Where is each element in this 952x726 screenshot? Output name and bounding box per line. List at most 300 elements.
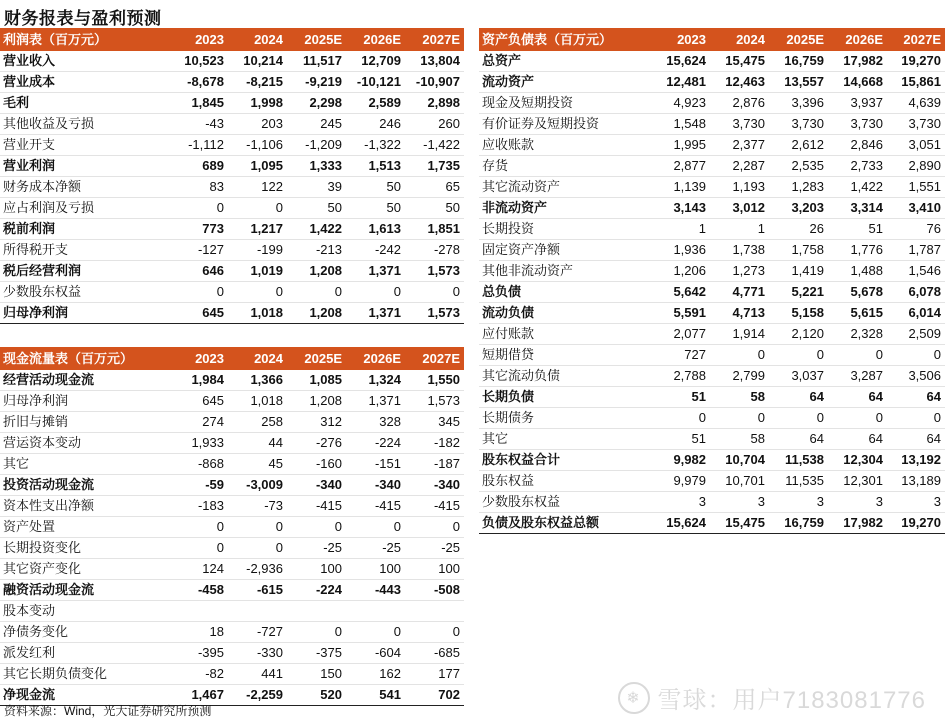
row-label: 融资活动现金流 (0, 580, 155, 601)
value-cell: -25 (287, 538, 346, 559)
value-cell: 1,085 (287, 370, 346, 391)
value-cell: 5,158 (769, 303, 828, 324)
table-title-cell: 利润表（百万元） (0, 28, 155, 51)
value-cell: 1,139 (637, 177, 710, 198)
value-cell: -395 (155, 643, 228, 664)
row-label: 固定资产净额 (479, 240, 637, 261)
value-cell: 1,208 (287, 303, 346, 324)
table-row (479, 72, 945, 93)
value-cell: 1,422 (287, 219, 346, 240)
value-cell: 51 (637, 429, 710, 450)
table-row (0, 114, 464, 135)
table-row (479, 219, 945, 240)
value-cell: 2,788 (637, 366, 710, 387)
value-cell: 245 (287, 114, 346, 135)
value-cell: 2,890 (887, 156, 945, 177)
value-cell: 2,077 (637, 324, 710, 345)
value-cell: 1,208 (287, 391, 346, 412)
value-cell: 0 (637, 408, 710, 429)
value-cell: 1,851 (405, 219, 464, 240)
value-cell: 6,014 (887, 303, 945, 324)
value-cell: -727 (228, 622, 287, 643)
value-cell: -3,009 (228, 475, 287, 496)
value-cell: 0 (769, 345, 828, 366)
value-cell: 3,730 (769, 114, 828, 135)
value-cell: -415 (287, 496, 346, 517)
value-cell: 3 (887, 492, 945, 513)
value-cell: 12,301 (828, 471, 887, 492)
table-row (0, 559, 464, 580)
year-header-cell: 2024 (228, 347, 287, 370)
table-row (479, 156, 945, 177)
row-label: 股本变动 (0, 601, 155, 622)
value-cell: 1,758 (769, 240, 828, 261)
table-row (479, 177, 945, 198)
year-header-cell: 2023 (155, 347, 228, 370)
year-header-cell: 2026E (346, 347, 405, 370)
value-cell: 312 (287, 412, 346, 433)
year-header-cell: 2027E (405, 347, 464, 370)
value-cell: -25 (405, 538, 464, 559)
row-label: 营业利润 (0, 156, 155, 177)
value-cell: 2,733 (828, 156, 887, 177)
value-cell: -1,422 (405, 135, 464, 156)
value-cell: 15,624 (637, 513, 710, 534)
table-row (479, 429, 945, 450)
value-cell: 10,701 (710, 471, 769, 492)
value-cell: -2,259 (228, 685, 287, 706)
value-cell: 1,995 (637, 135, 710, 156)
value-cell: 541 (346, 685, 405, 706)
value-cell: -73 (228, 496, 287, 517)
value-cell: 520 (287, 685, 346, 706)
value-cell: -10,121 (346, 72, 405, 93)
row-label: 长期投资 (479, 219, 637, 240)
value-cell: 646 (155, 261, 228, 282)
value-cell: 0 (405, 517, 464, 538)
table-title-cell: 资产负债表（百万元） (479, 28, 637, 51)
value-cell: 1,333 (287, 156, 346, 177)
table-header (0, 28, 464, 51)
table-row (0, 580, 464, 601)
year-header-cell: 2027E (887, 28, 945, 51)
value-cell: -1,322 (346, 135, 405, 156)
value-cell: 17,982 (828, 513, 887, 534)
value-cell: 0 (710, 345, 769, 366)
value-cell: 0 (155, 282, 228, 303)
value-cell: 6,078 (887, 282, 945, 303)
value-cell: 1,573 (405, 261, 464, 282)
row-label: 净债务变化 (0, 622, 155, 643)
value-cell: 64 (828, 387, 887, 408)
value-cell: 10,704 (710, 450, 769, 471)
table-row (479, 135, 945, 156)
table-row (479, 114, 945, 135)
value-cell: 50 (405, 198, 464, 219)
value-cell: 15,475 (710, 51, 769, 72)
row-label: 应收账款 (479, 135, 637, 156)
value-cell: -9,219 (287, 72, 346, 93)
value-cell: 11,535 (769, 471, 828, 492)
value-cell: 0 (287, 517, 346, 538)
row-label: 现金及短期投资 (479, 93, 637, 114)
source-note: 资料来源：Wind，光大证券研究所预测 (4, 704, 212, 718)
value-cell: 10,523 (155, 51, 228, 72)
balance-sheet-table (479, 28, 945, 534)
value-cell (155, 601, 228, 622)
value-cell: 51 (828, 219, 887, 240)
table-row (0, 370, 464, 391)
table-row (0, 219, 464, 240)
value-cell: 0 (346, 517, 405, 538)
value-cell: 3,937 (828, 93, 887, 114)
row-label: 流动资产 (479, 72, 637, 93)
value-cell: 1,936 (637, 240, 710, 261)
value-cell: 0 (828, 408, 887, 429)
value-cell: 3,203 (769, 198, 828, 219)
value-cell: -1,106 (228, 135, 287, 156)
value-cell: 1,371 (346, 303, 405, 324)
value-cell: 1,488 (828, 261, 887, 282)
value-cell: 1,513 (346, 156, 405, 177)
value-cell: 16,759 (769, 513, 828, 534)
year-header-cell: 2026E (346, 28, 405, 51)
table-row (0, 198, 464, 219)
row-label: 营业开支 (0, 135, 155, 156)
row-label: 财务成本净额 (0, 177, 155, 198)
value-cell: 4,771 (710, 282, 769, 303)
value-cell: 1,984 (155, 370, 228, 391)
row-label: 其它长期负债变化 (0, 664, 155, 685)
value-cell: 58 (710, 429, 769, 450)
value-cell: -615 (228, 580, 287, 601)
year-header-cell: 2027E (405, 28, 464, 51)
table-row (0, 282, 464, 303)
table-row (0, 93, 464, 114)
value-cell: 1,787 (887, 240, 945, 261)
year-header-cell: 2023 (637, 28, 710, 51)
value-cell: 15,475 (710, 513, 769, 534)
table-row (0, 412, 464, 433)
value-cell: 12,481 (637, 72, 710, 93)
cash-flow-table (0, 347, 464, 706)
value-cell: 328 (346, 412, 405, 433)
value-cell: 9,982 (637, 450, 710, 471)
value-cell: 13,804 (405, 51, 464, 72)
value-cell: 3,730 (887, 114, 945, 135)
table-row (0, 601, 464, 622)
snowball-logo-icon: ❄ (618, 682, 650, 714)
row-label: 投资活动现金流 (0, 475, 155, 496)
table-row (479, 198, 945, 219)
value-cell: 13,557 (769, 72, 828, 93)
value-cell: -2,936 (228, 559, 287, 580)
value-cell: 3,314 (828, 198, 887, 219)
table-title-cell: 现金流量表（百万元） (0, 347, 155, 370)
value-cell: 1,914 (710, 324, 769, 345)
value-cell (346, 601, 405, 622)
value-cell: 2,589 (346, 93, 405, 114)
value-cell: -375 (287, 643, 346, 664)
table-row (479, 282, 945, 303)
table-row (0, 177, 464, 198)
value-cell: 3 (710, 492, 769, 513)
value-cell: 246 (346, 114, 405, 135)
row-label: 少数股东权益 (479, 492, 637, 513)
value-cell: 0 (155, 517, 228, 538)
table-row (0, 538, 464, 559)
value-cell: -278 (405, 240, 464, 261)
row-label: 应付账款 (479, 324, 637, 345)
table-row (479, 492, 945, 513)
value-cell: -127 (155, 240, 228, 261)
value-cell: 26 (769, 219, 828, 240)
row-label: 派发红利 (0, 643, 155, 664)
value-cell: 260 (405, 114, 464, 135)
value-cell: 0 (346, 282, 405, 303)
value-cell: 12,463 (710, 72, 769, 93)
value-cell: 1,613 (346, 219, 405, 240)
table-row (479, 93, 945, 114)
value-cell: 19,270 (887, 513, 945, 534)
value-cell: -868 (155, 454, 228, 475)
value-cell: 1,371 (346, 391, 405, 412)
value-cell: -508 (405, 580, 464, 601)
year-header-cell: 2026E (828, 28, 887, 51)
value-cell: 0 (828, 345, 887, 366)
year-header-cell: 2023 (155, 28, 228, 51)
value-cell: 1,546 (887, 261, 945, 282)
value-cell: 1,324 (346, 370, 405, 391)
value-cell (228, 601, 287, 622)
row-label: 净现金流 (0, 685, 155, 706)
value-cell: -242 (346, 240, 405, 261)
value-cell: 16,759 (769, 51, 828, 72)
value-cell: -415 (405, 496, 464, 517)
row-label: 其它 (479, 429, 637, 450)
table-row (479, 513, 945, 534)
value-cell: 3,410 (887, 198, 945, 219)
value-cell: 65 (405, 177, 464, 198)
value-cell: 10,214 (228, 51, 287, 72)
value-cell: 0 (155, 538, 228, 559)
value-cell: 1,206 (637, 261, 710, 282)
value-cell: -187 (405, 454, 464, 475)
value-cell: 1,998 (228, 93, 287, 114)
value-cell: 124 (155, 559, 228, 580)
year-header-cell: 2025E (287, 28, 346, 51)
value-cell: 76 (887, 219, 945, 240)
value-cell: -458 (155, 580, 228, 601)
row-label: 少数股东权益 (0, 282, 155, 303)
value-cell: 50 (287, 198, 346, 219)
value-cell: 0 (769, 408, 828, 429)
value-cell: 50 (346, 177, 405, 198)
value-cell: 4,639 (887, 93, 945, 114)
value-cell: 5,678 (828, 282, 887, 303)
row-label: 经营活动现金流 (0, 370, 155, 391)
row-label: 营业成本 (0, 72, 155, 93)
table-row (479, 471, 945, 492)
value-cell: 274 (155, 412, 228, 433)
value-cell: 18 (155, 622, 228, 643)
value-cell: 258 (228, 412, 287, 433)
value-cell: 100 (346, 559, 405, 580)
value-cell: 1,550 (405, 370, 464, 391)
table-row (479, 450, 945, 471)
value-cell: 1 (710, 219, 769, 240)
value-cell: 4,923 (637, 93, 710, 114)
value-cell: 58 (710, 387, 769, 408)
value-cell: 39 (287, 177, 346, 198)
value-cell: 51 (637, 387, 710, 408)
value-cell: -8,215 (228, 72, 287, 93)
value-cell (287, 601, 346, 622)
table-row (479, 324, 945, 345)
row-label: 其它流动资产 (479, 177, 637, 198)
value-cell: 2,298 (287, 93, 346, 114)
year-header-cell: 2025E (769, 28, 828, 51)
row-label: 短期借贷 (479, 345, 637, 366)
value-cell: 689 (155, 156, 228, 177)
value-cell: 1,467 (155, 685, 228, 706)
value-cell: 773 (155, 219, 228, 240)
table-row (0, 51, 464, 72)
row-label: 股东权益合计 (479, 450, 637, 471)
value-cell: -213 (287, 240, 346, 261)
row-label: 股东权益 (479, 471, 637, 492)
value-cell: 1,193 (710, 177, 769, 198)
value-cell: 1,548 (637, 114, 710, 135)
value-cell: 1,738 (710, 240, 769, 261)
value-cell: 3,287 (828, 366, 887, 387)
value-cell: 3,051 (887, 135, 945, 156)
value-cell: 5,591 (637, 303, 710, 324)
value-cell: -276 (287, 433, 346, 454)
row-label: 总资产 (479, 51, 637, 72)
value-cell: -183 (155, 496, 228, 517)
watermark (618, 680, 926, 715)
value-cell: 1,018 (228, 391, 287, 412)
income-statement-table (0, 28, 464, 324)
value-cell: 345 (405, 412, 464, 433)
value-cell: 5,615 (828, 303, 887, 324)
value-cell: 12,304 (828, 450, 887, 471)
value-cell: 15,861 (887, 72, 945, 93)
value-cell: 727 (637, 345, 710, 366)
value-cell: 83 (155, 177, 228, 198)
table-row (0, 496, 464, 517)
value-cell: -604 (346, 643, 405, 664)
value-cell: 64 (828, 429, 887, 450)
value-cell: 2,377 (710, 135, 769, 156)
value-cell: 3,012 (710, 198, 769, 219)
table-row (0, 135, 464, 156)
table-row (0, 433, 464, 454)
row-label: 负债及股东权益总额 (479, 513, 637, 534)
value-cell: -340 (287, 475, 346, 496)
row-label: 资产处置 (0, 517, 155, 538)
table-row (479, 408, 945, 429)
value-cell: 64 (887, 429, 945, 450)
row-label: 归母净利润 (0, 303, 155, 324)
value-cell: 1,573 (405, 303, 464, 324)
value-cell: 3 (637, 492, 710, 513)
row-label: 长期负债 (479, 387, 637, 408)
value-cell: 3,506 (887, 366, 945, 387)
table-row (479, 387, 945, 408)
value-cell: 0 (228, 198, 287, 219)
value-cell: 2,799 (710, 366, 769, 387)
value-cell: 11,517 (287, 51, 346, 72)
row-label: 长期债务 (479, 408, 637, 429)
value-cell: 3,396 (769, 93, 828, 114)
row-label: 其它 (0, 454, 155, 475)
value-cell: 1,422 (828, 177, 887, 198)
value-cell: 1,019 (228, 261, 287, 282)
value-cell: -340 (346, 475, 405, 496)
row-label: 归母净利润 (0, 391, 155, 412)
table-header (0, 347, 464, 370)
table-row (479, 261, 945, 282)
value-cell: 441 (228, 664, 287, 685)
value-cell: 13,189 (887, 471, 945, 492)
value-cell: 3,143 (637, 198, 710, 219)
row-label: 其它流动负债 (479, 366, 637, 387)
value-cell: -8,678 (155, 72, 228, 93)
row-label: 有价证券及短期投资 (479, 114, 637, 135)
row-label: 毛利 (0, 93, 155, 114)
value-cell: 0 (155, 198, 228, 219)
value-cell: 45 (228, 454, 287, 475)
table-row (0, 664, 464, 685)
year-header-cell: 2024 (710, 28, 769, 51)
value-cell: 1,208 (287, 261, 346, 282)
value-cell: -224 (287, 580, 346, 601)
value-cell: 203 (228, 114, 287, 135)
value-cell: 1,776 (828, 240, 887, 261)
value-cell: 2,877 (637, 156, 710, 177)
row-label: 资本性支出净额 (0, 496, 155, 517)
value-cell: 645 (155, 303, 228, 324)
value-cell: -1,112 (155, 135, 228, 156)
value-cell: 162 (346, 664, 405, 685)
value-cell: 2,120 (769, 324, 828, 345)
value-cell: -685 (405, 643, 464, 664)
value-cell (405, 601, 464, 622)
value-cell: 2,846 (828, 135, 887, 156)
value-cell: 1,933 (155, 433, 228, 454)
value-cell: 0 (228, 538, 287, 559)
value-cell: -415 (346, 496, 405, 517)
table-row (0, 72, 464, 93)
table-row (0, 391, 464, 412)
value-cell: 1,283 (769, 177, 828, 198)
page-title: 财务报表与盈利预测 (4, 9, 162, 28)
year-header-cell: 2025E (287, 347, 346, 370)
value-cell: 9,979 (637, 471, 710, 492)
value-cell: 2,876 (710, 93, 769, 114)
value-cell: 645 (155, 391, 228, 412)
table-row (0, 240, 464, 261)
value-cell: 1,217 (228, 219, 287, 240)
year-header-cell: 2024 (228, 28, 287, 51)
row-label: 营业收入 (0, 51, 155, 72)
value-cell: 100 (287, 559, 346, 580)
value-cell: 64 (887, 387, 945, 408)
value-cell: 3,730 (710, 114, 769, 135)
row-label: 其它资产变化 (0, 559, 155, 580)
